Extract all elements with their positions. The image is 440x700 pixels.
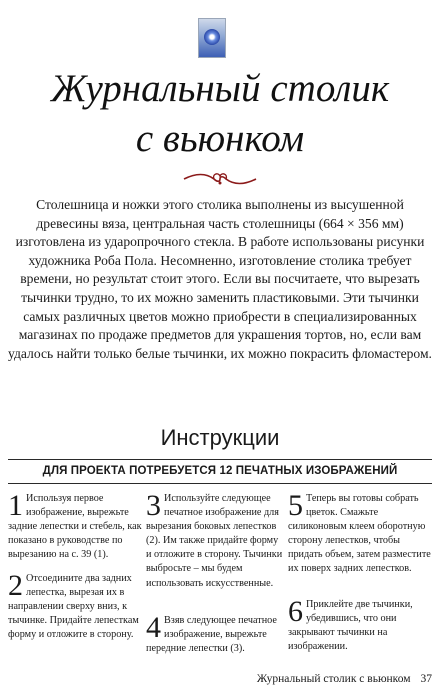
step-number: 3 xyxy=(146,489,161,522)
step-number: 5 xyxy=(288,489,303,522)
flower-thumbnail-image xyxy=(198,18,226,58)
step-3 xyxy=(146,489,284,591)
step-number: 6 xyxy=(288,595,303,628)
footer-title: Журнальный столик с вьюнком xyxy=(256,673,411,685)
step-4 xyxy=(146,611,284,656)
step-number: 4 xyxy=(146,611,161,644)
step-text: Используя первое изображение, вырежьте задние лепестки и стебель, как показано в руководстве по вырезанию на с. 39 (1). xyxy=(8,493,142,561)
page-footer xyxy=(210,671,432,687)
flower-icon xyxy=(204,29,220,45)
step-number: 2 xyxy=(8,569,23,602)
title-line-2: с вьюнком xyxy=(135,117,305,160)
divider-bottom xyxy=(8,483,432,484)
divider-top xyxy=(8,459,432,460)
step-5 xyxy=(288,489,432,577)
instructions-heading: Инструкции xyxy=(160,425,280,450)
page-number: 37 xyxy=(420,673,432,685)
step-text: Теперь вы готовы собрать цветок. Смажьте силиконовым клеем оборотную сторону лепестков, чтобы придать объем, затем разместите их поверх задних лепестков. xyxy=(288,493,431,575)
step-text: Взяв следующее печатное изображение, вырежьте передние лепестки (3). xyxy=(146,615,277,655)
page-title xyxy=(0,64,440,164)
intro-paragraph: Столешница и ножки этого столика выполнены из высушенной древесины вяза, центральная часть столешницы (664 × 356 мм) изготовлена из ударопрочного стекла. В работе использованы рисунки художника Роба Пола. Несомненно, изготовление столика требует времени, но результат стоит этого. Если вы посчитаете, что вырезать тычинки трудно, то их можно заменить пластиковыми. Эти тычинки самых различных цветов можно приобрести в специализированных магазинах по продаже предметов для украшения тортов, но, если вам удалось найти только белые тычинки, их можно покрасить фломастером. xyxy=(8,197,432,361)
step-6 xyxy=(288,595,432,654)
step-number: 1 xyxy=(8,489,23,522)
step-1 xyxy=(8,489,144,562)
step-text: Используйте следующее печатное изображение для вырезания боковых лепестков (2). Им также придайте форму и отложите в сторону. Тычинки выбросьте – мы будем использовать искусственные. xyxy=(146,493,283,589)
ornament-flourish-icon xyxy=(182,170,258,188)
title-line-1: Журнальный столик xyxy=(50,67,390,110)
materials-subheading: ДЛЯ ПРОЕКТА ПОТРЕБУЕТСЯ 12 ПЕЧАТНЫХ ИЗОБРАЖЕНИЙ xyxy=(42,465,398,477)
step-text: Приклейте две тычинки, убедившись, что они закрывают тычинки на изображении. xyxy=(288,599,413,653)
step-text: Отсоедините два задних лепестка, вырезая их в направлении сверху вниз, к тычинке. Придайте лепесткам форму и отложите в сторону. xyxy=(8,573,139,641)
step-2 xyxy=(8,569,144,642)
